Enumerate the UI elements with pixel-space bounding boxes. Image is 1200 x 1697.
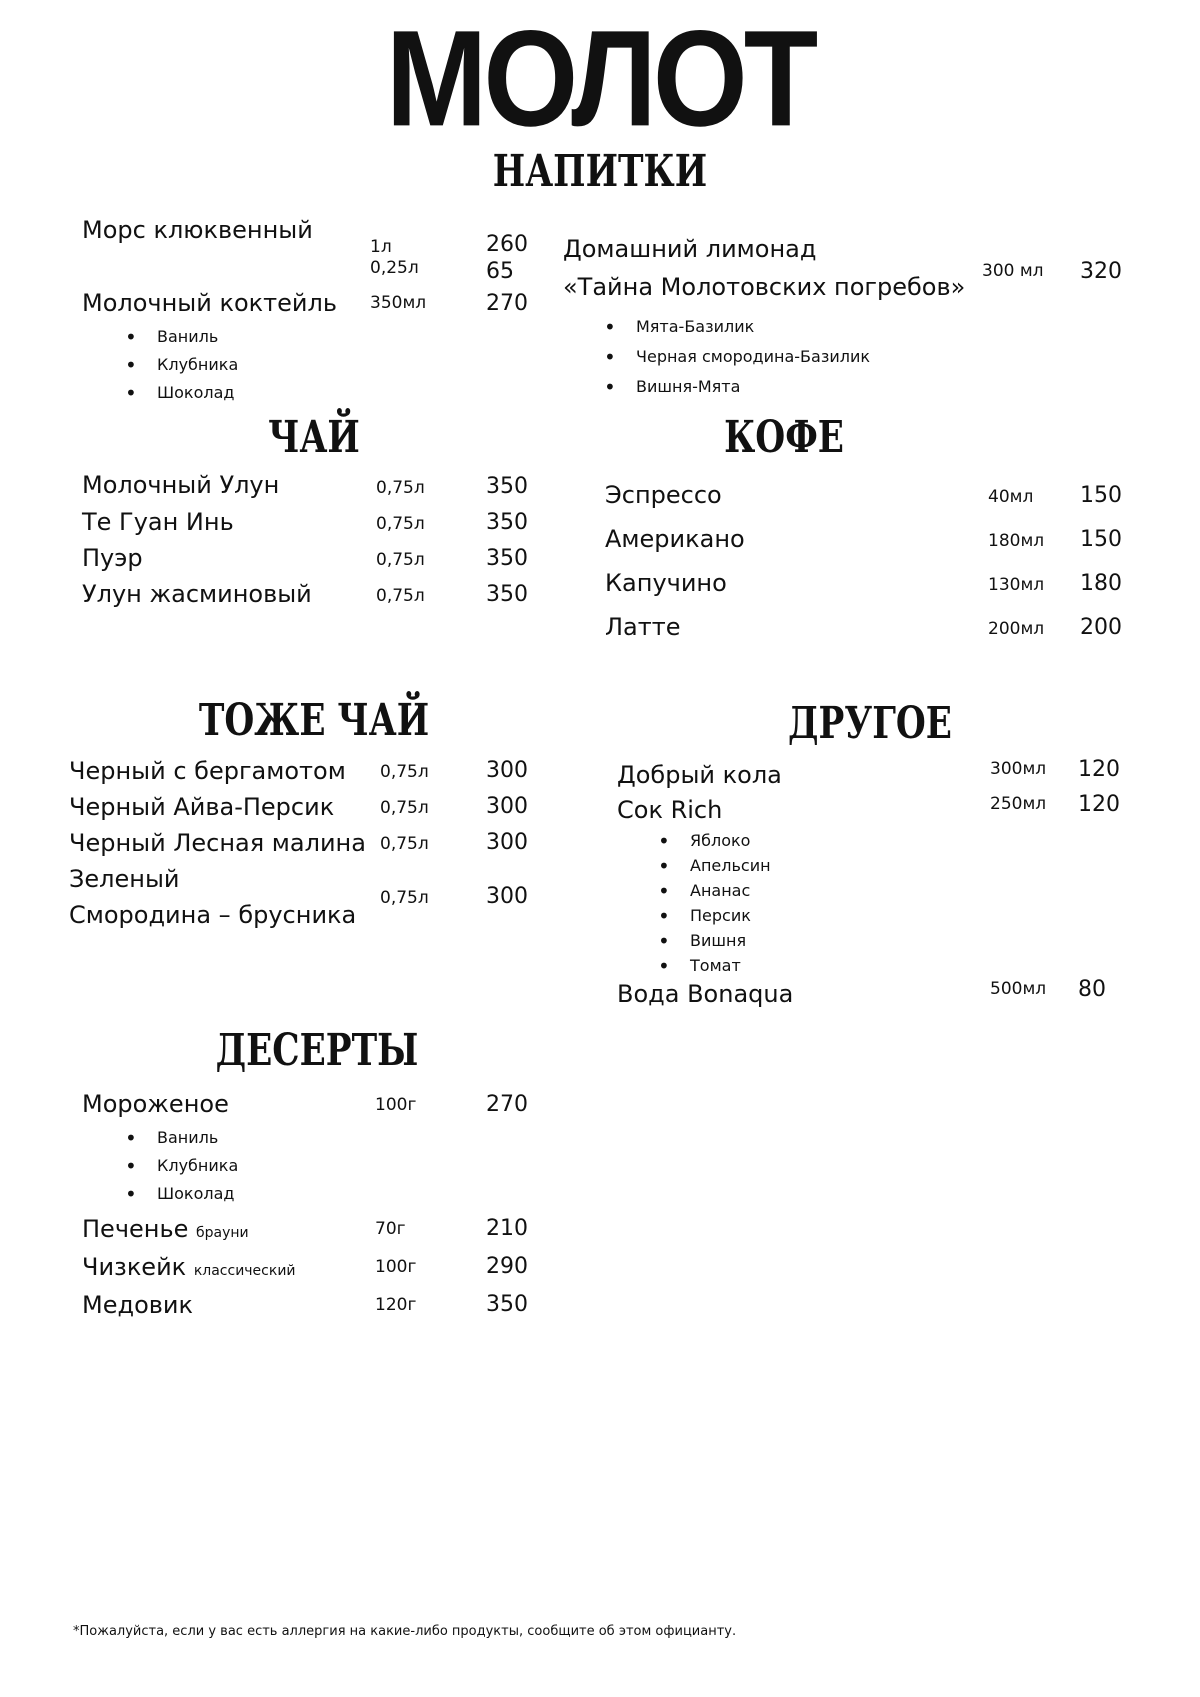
dessert-cookie-name: Печенье <box>82 1215 189 1243</box>
item-lemonade-price: 320 <box>1080 259 1122 284</box>
shake-option: • Ваниль <box>157 326 218 348</box>
other-water-vol: 500мл <box>990 979 1047 999</box>
dessert-medovik-vol: 120г <box>375 1295 417 1315</box>
dessert-cheesecake <box>82 1252 296 1286</box>
coffee-item-price: 150 <box>1080 527 1122 552</box>
dessert-medovik-name: Медовик <box>82 1291 193 1319</box>
dessert-cheesecake-note: классический <box>193 1263 296 1279</box>
dessert-medovik-price: 350 <box>486 1292 528 1317</box>
juice-option: • Апельсин <box>690 855 771 877</box>
tea-item-name: Пуэр <box>82 544 143 572</box>
also-tea-item-price: 300 <box>486 794 528 819</box>
coffee-item-name: Капучино <box>605 569 727 597</box>
also-tea-item-vol: 0,75л <box>380 798 429 818</box>
item-mors-vol-2: 0,25л <box>370 258 419 278</box>
tea-item-price: 350 <box>486 582 528 607</box>
also-tea-item-name: Черный с бергамотом <box>69 757 346 785</box>
lemonade-option: • Черная смородина-Базилик <box>636 346 870 368</box>
allergy-note: *Пожалуйста, если у вас есть аллергия на какие-либо продукты, сообщите об этом официанту. <box>73 1624 737 1639</box>
coffee-item-name: Эспрессо <box>605 481 722 509</box>
also-tea-item-price: 300 <box>486 758 528 783</box>
also-tea-green-price: 300 <box>486 884 528 909</box>
other-cola-vol: 300мл <box>990 759 1047 779</box>
dessert-cheesecake-price: 290 <box>486 1254 528 1279</box>
other-cola-name: Добрый кола <box>617 761 782 789</box>
also-tea-green-line-1: Зеленый <box>69 865 180 893</box>
tea-item-name: Улун жасминовый <box>82 580 312 608</box>
dessert-cookie-note: брауни <box>196 1225 249 1241</box>
item-lemonade-line-2: «Тайна Молотовских погребов» <box>563 273 966 301</box>
juice-option: • Томат <box>690 955 741 977</box>
coffee-item-name: Латте <box>605 613 681 641</box>
item-shake-vol: 350мл <box>370 293 427 313</box>
item-lemonade-line-1: Домашний лимонад <box>563 235 817 263</box>
dessert-cheesecake-vol: 100г <box>375 1257 417 1277</box>
dessert-cookie-vol: 70г <box>375 1219 406 1239</box>
also-tea-item-vol: 0,75л <box>380 834 429 854</box>
icecream-option: • Шоколад <box>157 1183 234 1205</box>
item-mors-name: Морс клюквенный <box>82 216 313 244</box>
coffee-item-price: 200 <box>1080 615 1122 640</box>
dessert-cheesecake-name: Чизкейк <box>82 1253 187 1281</box>
coffee-item-price: 150 <box>1080 483 1122 508</box>
item-mors-price-1: 260 <box>486 232 528 257</box>
icecream-option: • Клубника <box>157 1155 238 1177</box>
coffee-item-vol: 200мл <box>988 619 1045 639</box>
tea-item-vol: 0,75л <box>376 586 425 606</box>
also-tea-item-price: 300 <box>486 830 528 855</box>
section-title-also-tea: ТОЖЕ ЧАЙ <box>198 695 430 746</box>
tea-item-name: Молочный Улун <box>82 471 280 499</box>
other-juice-vol: 250мл <box>990 794 1047 814</box>
tea-item-price: 350 <box>486 474 528 499</box>
item-shake-price: 270 <box>486 291 528 316</box>
section-title-other: ДРУГОЕ <box>788 698 952 749</box>
juice-option: • Вишня <box>690 930 746 952</box>
dessert-cookie-price: 210 <box>486 1216 528 1241</box>
dessert-icecream-vol: 100г <box>375 1095 417 1115</box>
also-tea-green-line-2: Смородина – брусника <box>69 901 357 929</box>
dessert-icecream-name: Мороженое <box>82 1090 229 1118</box>
item-shake-name: Молочный коктейль <box>82 289 337 317</box>
also-tea-item-vol: 0,75л <box>380 762 429 782</box>
item-mors-vol-1: 1л <box>370 237 392 257</box>
section-title-coffee: КОФЕ <box>724 412 844 463</box>
also-tea-item-name: Черный Айва-Персик <box>69 793 335 821</box>
other-juice-name: Сок Rich <box>617 796 723 824</box>
lemonade-option: • Вишня-Мята <box>636 376 740 398</box>
coffee-item-vol: 40мл <box>988 487 1034 507</box>
coffee-item-name: Американо <box>605 525 745 553</box>
tea-item-vol: 0,75л <box>376 514 425 534</box>
section-title-drinks: НАПИТКИ <box>492 146 708 197</box>
other-water-price: 80 <box>1078 977 1106 1002</box>
juice-option: • Персик <box>690 905 751 927</box>
tea-item-name: Те Гуан Инь <box>82 508 234 536</box>
other-cola-price: 120 <box>1078 757 1120 782</box>
tea-item-vol: 0,75л <box>376 550 425 570</box>
shake-option: • Клубника <box>157 354 238 376</box>
coffee-item-price: 180 <box>1080 571 1122 596</box>
item-mors-price-2: 65 <box>486 259 514 284</box>
tea-item-price: 350 <box>486 546 528 571</box>
section-title-desserts: ДЕСЕРТЫ <box>215 1025 419 1076</box>
dessert-icecream-price: 270 <box>486 1092 528 1117</box>
icecream-option: • Ваниль <box>157 1127 218 1149</box>
shake-option: • Шоколад <box>157 382 234 404</box>
also-tea-item-name: Черный Лесная малина <box>69 829 366 857</box>
juice-option: • Яблоко <box>690 830 750 852</box>
coffee-item-vol: 130мл <box>988 575 1045 595</box>
other-water-name: Вода Bonaqua <box>617 980 794 1008</box>
also-tea-green-vol: 0,75л <box>380 888 429 908</box>
item-lemonade-vol: 300 мл <box>982 261 1044 281</box>
juice-option: • Ананас <box>690 880 750 902</box>
section-title-tea: ЧАЙ <box>268 412 360 463</box>
other-juice-price: 120 <box>1078 792 1120 817</box>
tea-item-price: 350 <box>486 510 528 535</box>
brand-logo: МОЛОТ <box>385 2 815 155</box>
dessert-cookie <box>82 1214 249 1248</box>
coffee-item-vol: 180мл <box>988 531 1045 551</box>
lemonade-option: • Мята-Базилик <box>636 316 754 338</box>
tea-item-vol: 0,75л <box>376 478 425 498</box>
